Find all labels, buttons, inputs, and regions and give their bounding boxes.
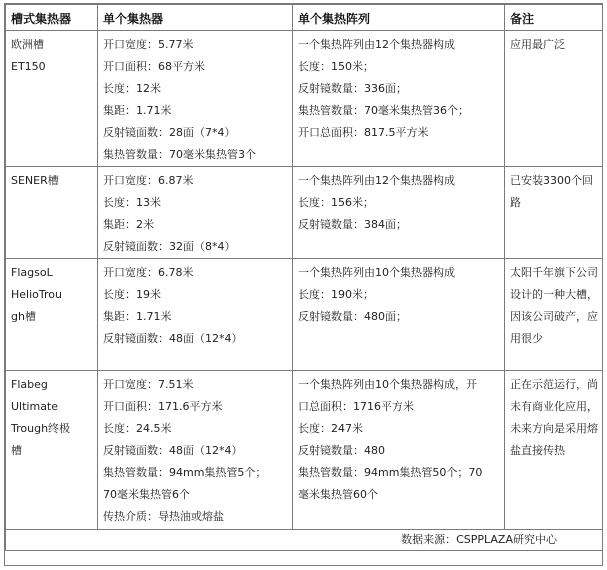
header-single-array: 单个集热阵列	[293, 5, 505, 31]
header-row	[6, 5, 603, 31]
collector-cell: 开口宽度：6.78米 长度：19米 集距：1.71米 反射镜面数：48面（12*4）	[98, 259, 293, 371]
note-cell: 应用最广泛	[505, 31, 603, 167]
collector-cell: 开口宽度：7.51米 开口面积：171.6平方米 长度：24.5米 反射镜面数：48面（12*4） 集热管数量：94mm集热管5个； 70毫米集热管6个 传热介质：导热油或熔盐	[98, 371, 293, 530]
source-row	[6, 530, 603, 551]
data-source: 数据来源：CSPPLAZA研究中心	[6, 530, 603, 551]
header-single-collector: 单个集热器	[98, 5, 293, 31]
array-cell: 一个集热阵列由10个集热器构成 长度：190米； 反射镜数量：480面；	[293, 259, 505, 371]
note-cell: 已安装3300个回路	[505, 167, 603, 259]
collector-cell: 开口宽度：6.87米 长度：13米 集距：2米 反射镜面数：32面（8*4）	[98, 167, 293, 259]
header-remarks: 备注	[505, 5, 603, 31]
note-cell: 太阳千年旗下公司设计的一种大槽，因该公司破产，应用很少	[505, 259, 603, 371]
array-cell: 一个集热阵列由12个集热器构成 长度：156米； 反射镜数量：384面；	[293, 167, 505, 259]
table-row	[6, 167, 603, 259]
row-name-cell: Flabeg Ultimate Trough终极 槽	[6, 371, 98, 530]
row-name-cell: 欧洲槽 ET150	[6, 31, 98, 167]
array-cell: 一个集热阵列由12个集热器构成 长度：150米； 反射镜数量：336面； 集热管数量：70毫米集热管36个； 开口总面积：817.5平方米	[293, 31, 505, 167]
note-cell: 正在示范运行，尚未有商业化应用，未来方向是采用熔盐直接传热	[505, 371, 603, 530]
header-trough-collector: 槽式集热器	[6, 5, 98, 31]
row-name-cell: FlagsoL HelioTrou gh槽	[6, 259, 98, 371]
collector-comparison-table	[5, 4, 603, 551]
array-cell: 一个集热阵列由10个集热器构成，开 口总面积：1716平方米 长度：247米 反射镜数量：480 集热管数量：94mm集热管50个；70 毫米集热管60个	[293, 371, 505, 530]
collector-cell: 开口宽度：5.77米 开口面积：68平方米 长度：12米 集距：1.71米 反射镜面数：28面（7*4） 集热管数量：70毫米集热管3个	[98, 31, 293, 167]
table-row	[6, 259, 603, 371]
table-row	[6, 31, 603, 167]
row-name-cell: SENER槽	[6, 167, 98, 259]
table-row	[6, 371, 603, 530]
